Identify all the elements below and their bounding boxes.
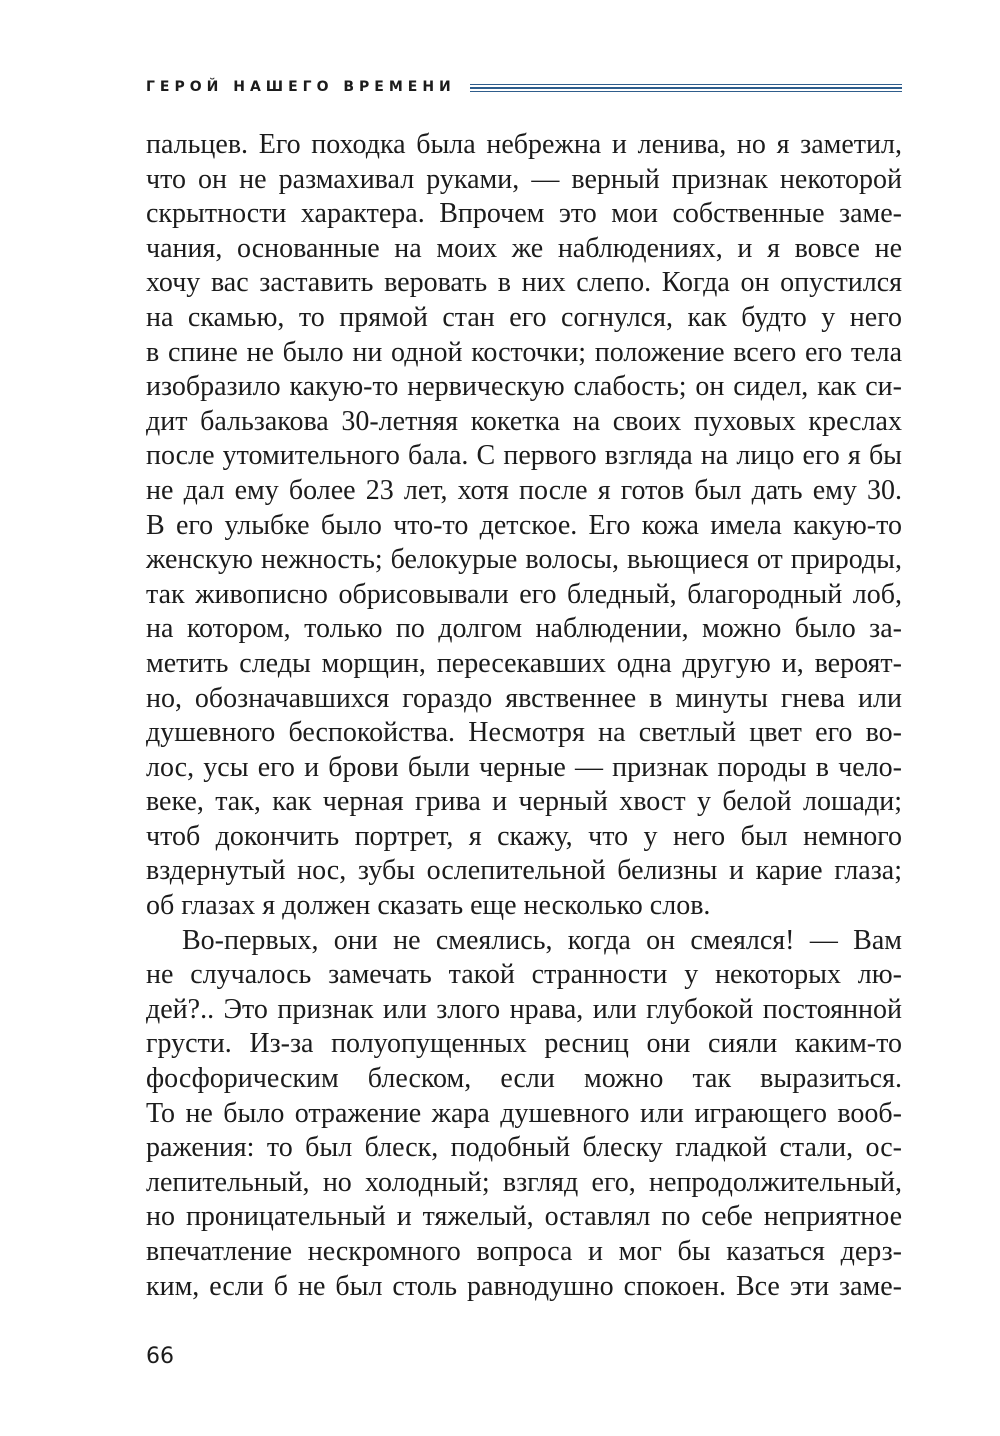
text-line: Во-первых, они не смеялись, когда он смеялся! — Вам [182,924,902,956]
text-line: фосфорическим блеском, если можно так выразиться. [146,1063,902,1095]
text-line: ражения: то был блеск, подобный блеску гладкой стали, ос- [146,1132,902,1164]
header-rule-line [470,87,902,89]
text-line: вздернутый нос, зубы ослепительной белизны и карие глаза; [146,855,902,887]
text-line: пальцев. Его походка была небрежна и ленива, но я заметил, [146,129,902,160]
header-rule-line [470,91,902,92]
header-rule [470,84,902,92]
text-line: грусти. Из-за полуопущенных ресниц они сияли каким-то [146,1028,902,1060]
page-body [146,128,902,1304]
text-line: хочу вас заставить веровать в них слепо. Когда он опустился [146,267,902,299]
text-line: не случалось замечать такой странности у некоторых лю- [146,959,902,991]
text-line: впечатление нескромного вопроса и мог бы казаться дерз- [146,1236,902,1267]
text-line: ким, если б не был столь равнодушно спокоен. Все эти заме- [146,1270,902,1302]
text-line: лос, усы его и брови были черные — признак породы в чело- [146,751,902,783]
text-line: в спине не было ни одной косточки; положение всего его тела [146,336,902,368]
book-title: ГЕРОЙ НАШЕГО ВРЕМЕНИ [146,79,456,95]
text-line: об глазах я должен сказать еще несколько слов. [146,890,711,922]
text-line: но проницательный и тяжелый, оставлял по себе неприятное [146,1201,902,1233]
text-line: так живописно обрисовывали его бледный, благородный лоб, [146,578,902,610]
text-line: что он не размахивал руками, — верный признак некоторой [146,163,902,195]
running-header [146,74,902,100]
text-line: веке, так, как черная грива и черный хвост у белой лошади; [146,786,902,818]
text-line: То не было отражение жара душевного или играющего вооб- [146,1097,902,1129]
text-line: В его улыбке было что-то детское. Его кожа имела какую-то [146,509,902,541]
paragraph-2 [146,924,902,1305]
text-line: после утомительного бала. С первого взгляда на лицо его я бы [146,440,902,472]
text-line: дит бальзакова 30-летняя кокетка на своих пуховых креслах [146,405,902,437]
text-line: чания, основанные на моих же наблюдениях, и я вовсе не [146,232,902,264]
text-line: изобразило какую-то нервическую слабость; он сидел, как си- [146,371,902,403]
header-rule-line [470,84,902,85]
text-line: метить следы морщин, пересекавших одна другую и, вероят- [146,647,902,679]
text-line: скрытности характера. Впрочем это мои собственные заме- [146,198,902,230]
text-line: душевного беспокойства. Несмотря на светлый цвет его во- [146,717,902,749]
text-line: не дал ему более 23 лет, хотя после я готов был дать ему 30. [146,474,902,506]
text-line: чтоб докончить портрет, я скажу, что у него был немного [146,820,902,852]
text-line: на котором, только по долгом наблюдении, можно было за- [146,613,902,645]
page-number: 66 [146,1344,174,1369]
text-line: но, обозначавшихся гораздо явственнее в минуты гнева или [146,682,902,714]
text-line: дей?.. Это признак или злого нрава, или глубокой постоянной [146,993,902,1025]
text-line: женскую нежность; белокурые волосы, вьющиеся от природы, [146,544,902,576]
text-line: лепительный, но холодный; взгляд его, непродолжительный, [146,1166,902,1198]
paragraph-1 [146,128,902,924]
text-line: на скамью, то прямой стан его согнулся, как будто у него [146,301,902,333]
